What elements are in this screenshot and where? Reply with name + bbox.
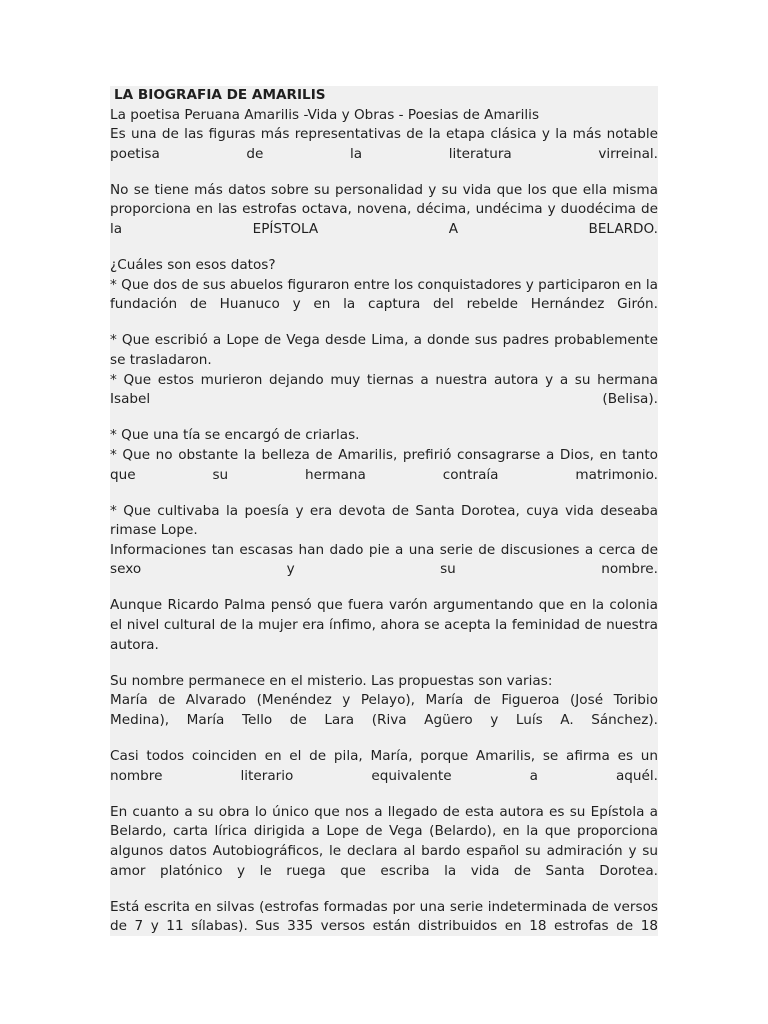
text-line: Aunque Ricardo Palma pensó que fuera varón argumentando que en la colonia (110, 597, 658, 614)
text-line: * Que dos de sus abuelos figuraron entre los conquistadores y participaron en la (110, 276, 658, 293)
text-line: * Que estos murieron dejando muy tiernas a nuestra autora y a su hermana (110, 371, 658, 388)
text-line: No se tiene más datos sobre su personalidad y su vida que los que ella misma (110, 181, 658, 198)
text-line: la EPÍSTOLA A BELARDO. (110, 221, 658, 238)
text-line: que su hermana contraía matrimonio. (110, 466, 658, 483)
text-line: algunos datos Autobiográficos, le declara al bardo español su admiración y su (110, 842, 658, 859)
text-line: fundación de Huanuco y en la captura del rebelde Hernández Girón. (110, 296, 658, 313)
text-line: poetisa de la literatura virreinal. (110, 145, 658, 162)
text-line: En cuanto a su obra lo único que nos a llegado de esta autora es su Epístola a (110, 803, 658, 820)
text-line: amor platónico y le ruega que escriba la vida de Santa Dorotea. (110, 862, 658, 879)
text-line: rimase Lope. (110, 522, 198, 539)
text-line: ¿Cuáles son esos datos? (110, 257, 276, 274)
text-line: Informaciones tan escasas han dado pie a una serie de discusiones a cerca de (110, 541, 658, 558)
text-line: María de Alvarado (Menéndez y Pelayo), María de Figueroa (José Toribio (110, 692, 658, 709)
paragraph-gap (110, 731, 658, 748)
document-title: LA BIOGRAFIA DE AMARILIS (114, 87, 326, 103)
text-line: * Que cultivaba la poesía y era devota de Santa Dorotea, cuya vida deseaba (110, 502, 658, 519)
paragraph-gap (110, 410, 658, 427)
text-line: * Que no obstante la belleza de Amarilis, prefirió consagrarse a Dios, en tanto (110, 446, 658, 463)
text-line: de 7 y 11 sílabas). Sus 335 versos están distribuidos en 18 estrofas de 18 (110, 918, 658, 935)
text-line: Su nombre permanece en el misterio. Las propuestas son varias: (110, 672, 553, 689)
paragraph-gap (110, 485, 658, 502)
text-line: Medina), María Tello de Lara (Riva Agüero y Luís A. Sánchez). (110, 711, 658, 728)
paragraph-gap (110, 786, 658, 803)
text-line: se trasladaron. (110, 352, 212, 369)
text-line: autora. (110, 636, 159, 653)
paragraph-gap (110, 315, 658, 332)
text-line: Está escrita en silvas (estrofas formadas por una serie indeterminada de versos (110, 898, 658, 915)
document-page (110, 86, 658, 936)
paragraph-gap (110, 881, 658, 898)
text-line: sexo y su nombre. (110, 561, 658, 578)
text-line: el nivel cultural de la mujer era ínfimo, ahora se acepta la feminidad de nuestra (110, 617, 658, 634)
paragraph-gap (110, 240, 658, 257)
paragraph-gap (110, 655, 658, 672)
text-line: Isabel (Belisa). (110, 391, 658, 408)
document-subtitle: La poetisa Peruana Amarilis -Vida y Obras - Poesias de Amarilis (110, 106, 540, 123)
text-line: * Que una tía se encargó de criarlas. (110, 427, 360, 444)
paragraph-gap (110, 580, 658, 597)
text-line: Es una de las figuras más representativas de la etapa clásica y la más notable (110, 126, 658, 143)
text-line: proporciona en las estrofas octava, novena, décima, undécima y duodécima de (110, 201, 658, 218)
text-line: Casi todos coinciden en el de pila, María, porque Amarilis, se afirma es un (110, 748, 658, 765)
text-line: * Que escribió a Lope de Vega desde Lima, a donde sus padres probablemente (110, 332, 658, 349)
text-line: Belardo, carta lírica dirigida a Lope de Vega (Belardo), en la que proporciona (110, 823, 658, 840)
text-line: nombre literario equivalente a aquél. (110, 767, 658, 784)
paragraph-gap (110, 164, 658, 181)
